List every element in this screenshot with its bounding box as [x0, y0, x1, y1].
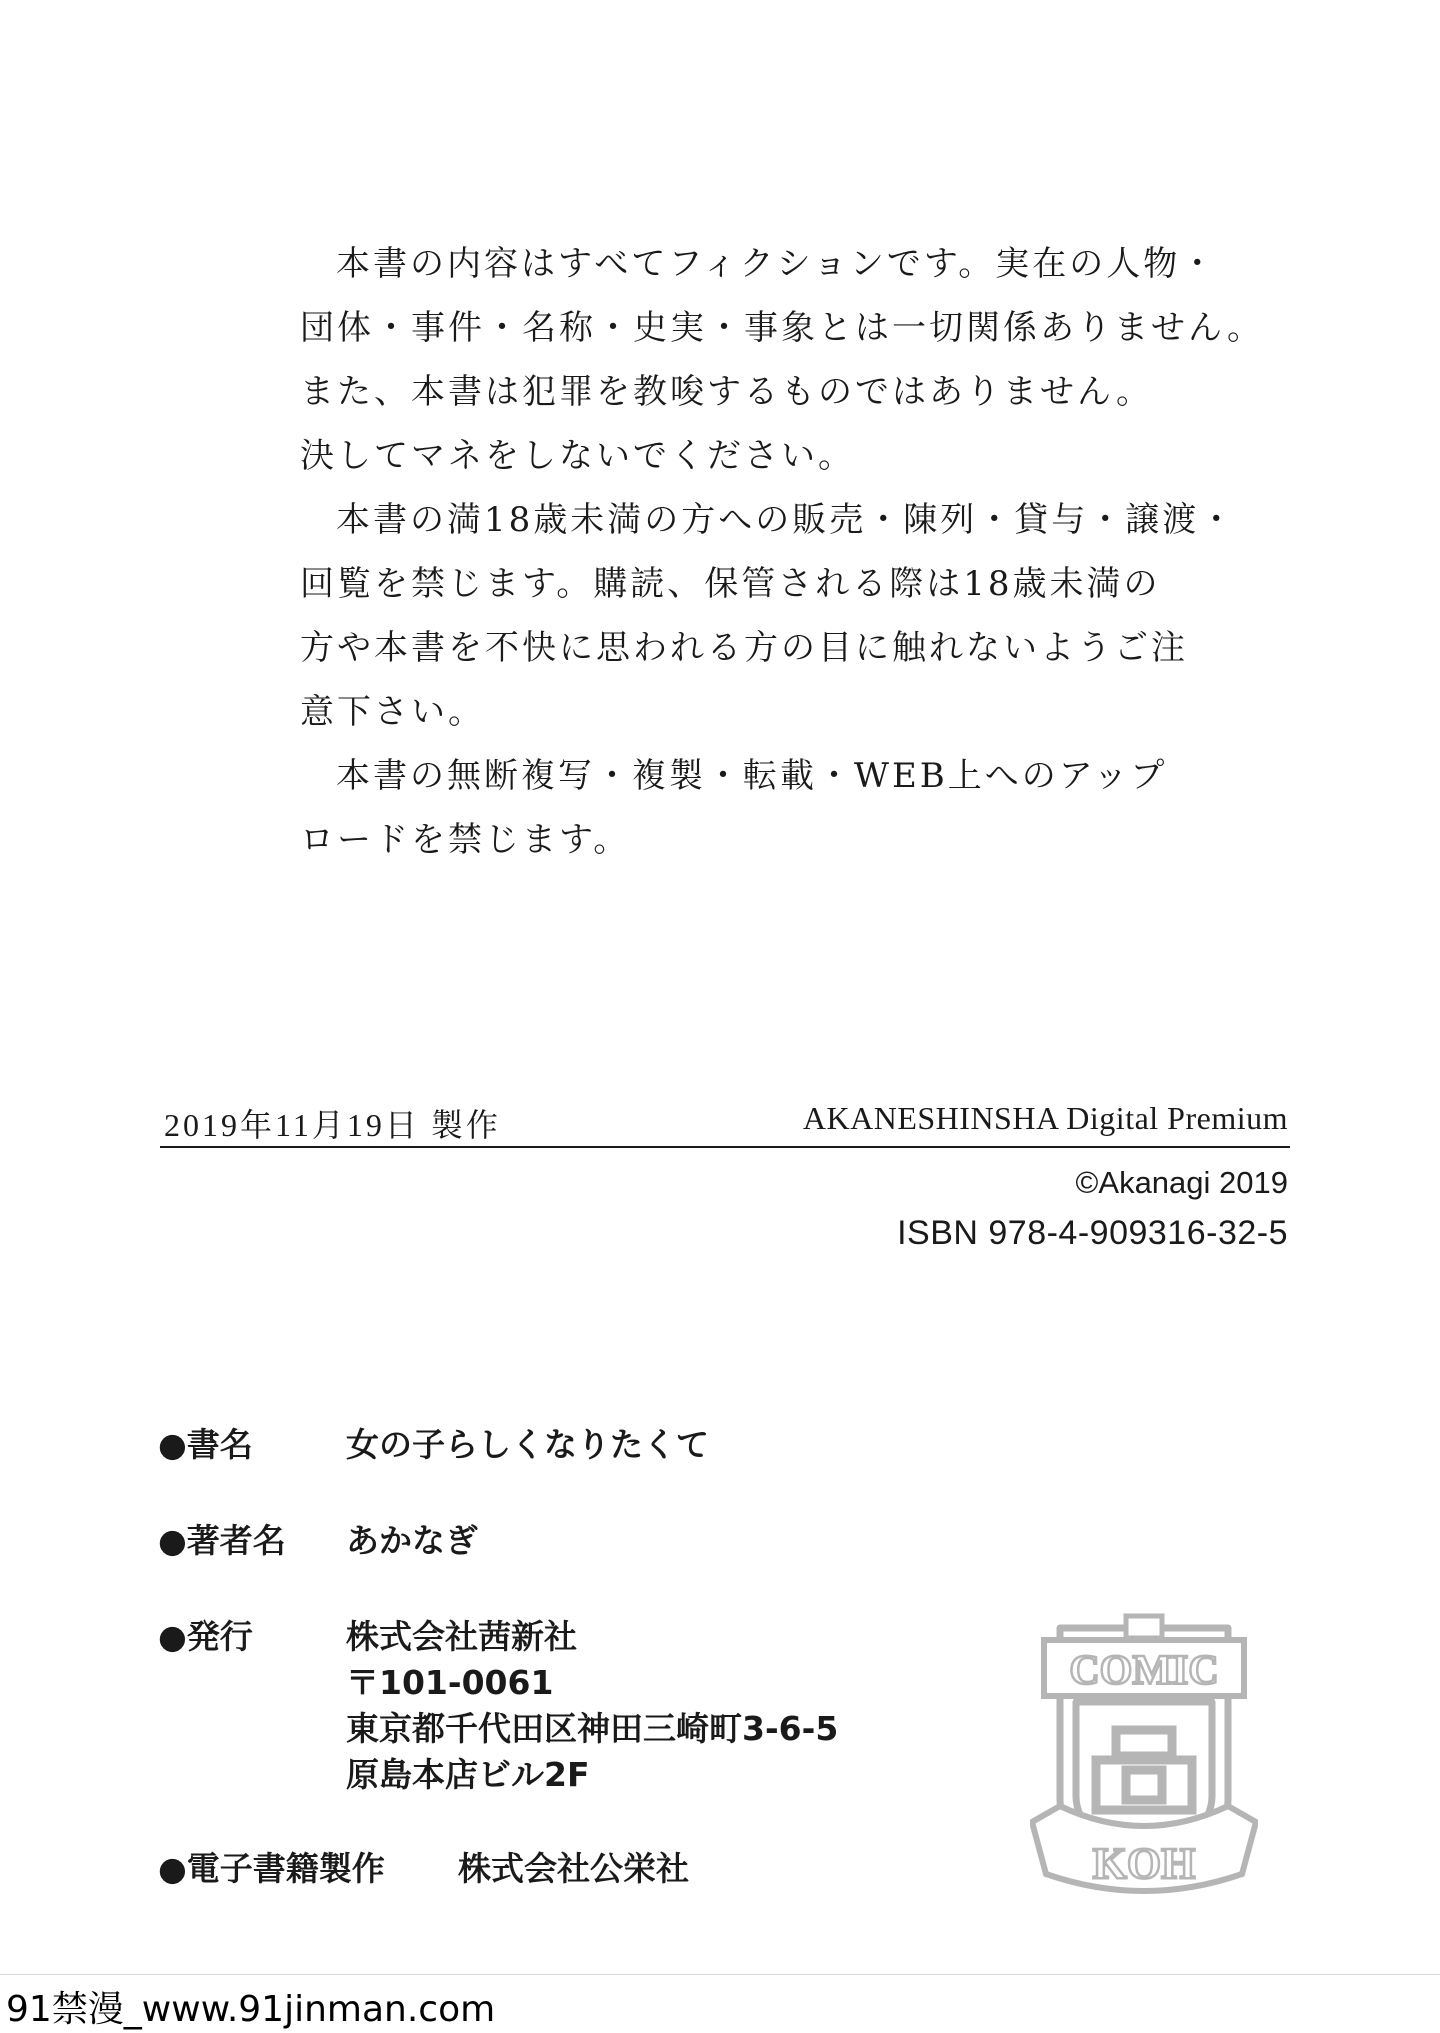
notice-text [300, 232, 1265, 872]
watermark-bar [0, 1974, 1440, 2033]
publisher-name: 株式会社茜新社 [346, 1617, 577, 1656]
publisher-value [346, 1614, 838, 1798]
site-watermark: 91禁漫_www.91jinman.com [6, 1989, 496, 2030]
publisher-postal-code: 〒101-0061 [346, 1663, 554, 1702]
copyright-line: ©Akanagi 2019 [1075, 1165, 1288, 1200]
notice-line: 意下さい。 [300, 692, 485, 732]
ebook-label: ●電子書籍製作 [158, 1849, 385, 1888]
book-title: 女の子らしくなりたくて [346, 1425, 709, 1464]
author-value [346, 1518, 478, 1564]
title-value [346, 1422, 709, 1468]
ebook-producer: 株式会社公栄社 [458, 1849, 689, 1888]
publisher-label: ●発行 [158, 1617, 253, 1656]
production-line [160, 1092, 1290, 1148]
isbn: ISBN 978-4-909316-32-5 [897, 1214, 1288, 1252]
notice-line: 本書の無断複写・複製・転載・WEB上へのアップ [336, 756, 1168, 796]
author-label: ●著者名 [158, 1521, 286, 1560]
notice-line: ロードを禁じます。 [300, 820, 631, 860]
notice-line: 本書の内容はすべてフィクションです。実在の人物・ [336, 244, 1218, 284]
notice-line: 方や本書を不快に思われる方の目に触れないようご注 [300, 628, 1188, 668]
production-date: 2019年11月19日 製作 [164, 1107, 501, 1143]
notice-line: 団体・事件・名称・史実・事象とは一切関係ありません。 [300, 308, 1265, 348]
notice-line: 決してマネをしないでください。 [300, 436, 855, 476]
emblem-top-text: COMIC [1069, 1648, 1219, 1694]
notice-line: 回覧を禁じます。購読、保管される際は18歳未満の [300, 564, 1161, 604]
comic-koh-crest-logo-icon [1030, 1610, 1258, 1910]
notice-line: 本書の満18歳未満の方への販売・陳列・貸与・譲渡・ [336, 500, 1237, 540]
publisher-address: 東京都千代田区神田三崎町3-6-5 [346, 1709, 839, 1748]
author-name: あかなぎ [346, 1521, 478, 1560]
notice-line: また、本書は犯罪を教唆するものではありません。 [300, 372, 1154, 412]
emblem-bottom-text: KOH [1092, 1839, 1196, 1888]
copyright-block [897, 1158, 1288, 1258]
ebook-value [458, 1846, 689, 1892]
title-label: ●書名 [158, 1425, 253, 1464]
imprint-name: AKANESHINSHA Digital Premium [802, 1100, 1288, 1136]
publisher-building: 原島本店ビル2F [346, 1755, 590, 1794]
